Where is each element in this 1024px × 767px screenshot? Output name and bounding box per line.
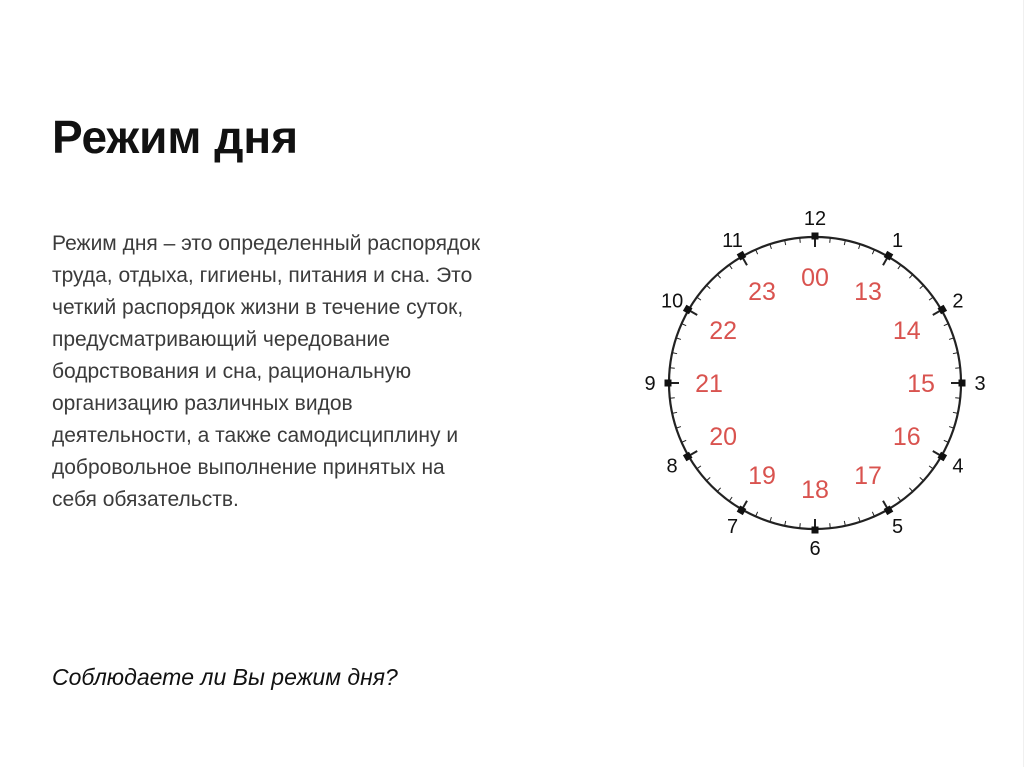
minute-tick — [717, 275, 720, 279]
definition-line: Режим дня – это определенный распорядок — [52, 232, 481, 255]
minute-tick — [955, 398, 960, 399]
hour-marker — [812, 527, 819, 534]
definition-line: добровольное выполнение принятых на — [52, 456, 445, 479]
inner-hour-label: 16 — [892, 423, 921, 451]
minute-tick — [898, 265, 901, 269]
clock-face-24h — [640, 200, 1000, 560]
minute-tick — [717, 488, 720, 492]
hour-marker — [959, 380, 966, 387]
minute-tick — [697, 466, 701, 469]
outer-hour-label: 12 — [803, 208, 827, 230]
inner-hour-label: 18 — [801, 476, 829, 504]
inner-hour-label: 19 — [748, 461, 776, 490]
inner-hour-label: 17 — [854, 461, 882, 490]
minute-tick — [670, 368, 675, 369]
question-text: Соблюдаете ли Вы режим дня? — [52, 664, 398, 690]
outer-hour-label: 7 — [726, 515, 739, 538]
outer-hour-label: 4 — [952, 455, 964, 478]
minute-tick — [929, 466, 933, 469]
minute-tick — [898, 497, 901, 501]
minute-tick — [729, 497, 732, 501]
minute-tick — [920, 477, 924, 480]
definition-line: труда, отдыха, гигиены, питания и сна. Это — [52, 264, 473, 287]
clock-labels — [644, 208, 985, 560]
minute-tick — [697, 297, 701, 300]
outer-hour-label: 3 — [974, 373, 986, 395]
minute-tick — [729, 265, 732, 269]
minute-tick — [800, 238, 801, 243]
minute-tick — [707, 477, 711, 480]
definition-line: организацию различных видов — [52, 392, 353, 415]
hour-marker — [812, 233, 819, 240]
outer-hour-label: 1 — [891, 230, 904, 253]
minute-tick — [909, 488, 912, 492]
outer-hour-label: 2 — [952, 290, 964, 313]
inner-hour-label: 23 — [748, 278, 776, 307]
minute-tick — [707, 285, 711, 288]
hour-marker — [665, 380, 672, 387]
outer-hour-label: 5 — [891, 515, 904, 538]
outer-hour-label: 9 — [644, 373, 656, 395]
definition-line: деятельности, а также самодисциплину и — [52, 424, 459, 447]
definition-line: себя обязательств. — [52, 488, 239, 511]
outer-hour-label: 6 — [809, 538, 821, 560]
minute-tick — [929, 297, 933, 300]
minute-tick — [830, 238, 831, 243]
minute-tick — [830, 523, 831, 528]
minute-tick — [670, 398, 675, 399]
slide-title: Режим дня — [52, 111, 299, 163]
outer-hour-label: 8 — [666, 455, 678, 478]
outer-hour-label: 11 — [722, 230, 743, 253]
inner-hour-label: 20 — [709, 423, 738, 451]
inner-hour-label: 14 — [892, 317, 921, 345]
definition-line: четкий распорядок жизни в течение суток, — [52, 296, 464, 319]
minute-tick — [920, 285, 924, 288]
definition-line: бодрствования и сна, рациональную — [52, 360, 412, 383]
minute-tick — [800, 523, 801, 528]
inner-hour-label: 22 — [709, 317, 738, 345]
definition-line: предусматривающий чередование — [52, 328, 390, 351]
inner-hour-label: 13 — [854, 278, 882, 307]
inner-hour-label: 15 — [907, 370, 935, 398]
minute-tick — [955, 368, 960, 369]
inner-hour-label: 00 — [801, 264, 829, 292]
definition-text — [52, 228, 612, 516]
outer-hour-label: 10 — [660, 290, 684, 313]
inner-hour-label: 21 — [695, 370, 723, 398]
minute-tick — [909, 275, 912, 279]
